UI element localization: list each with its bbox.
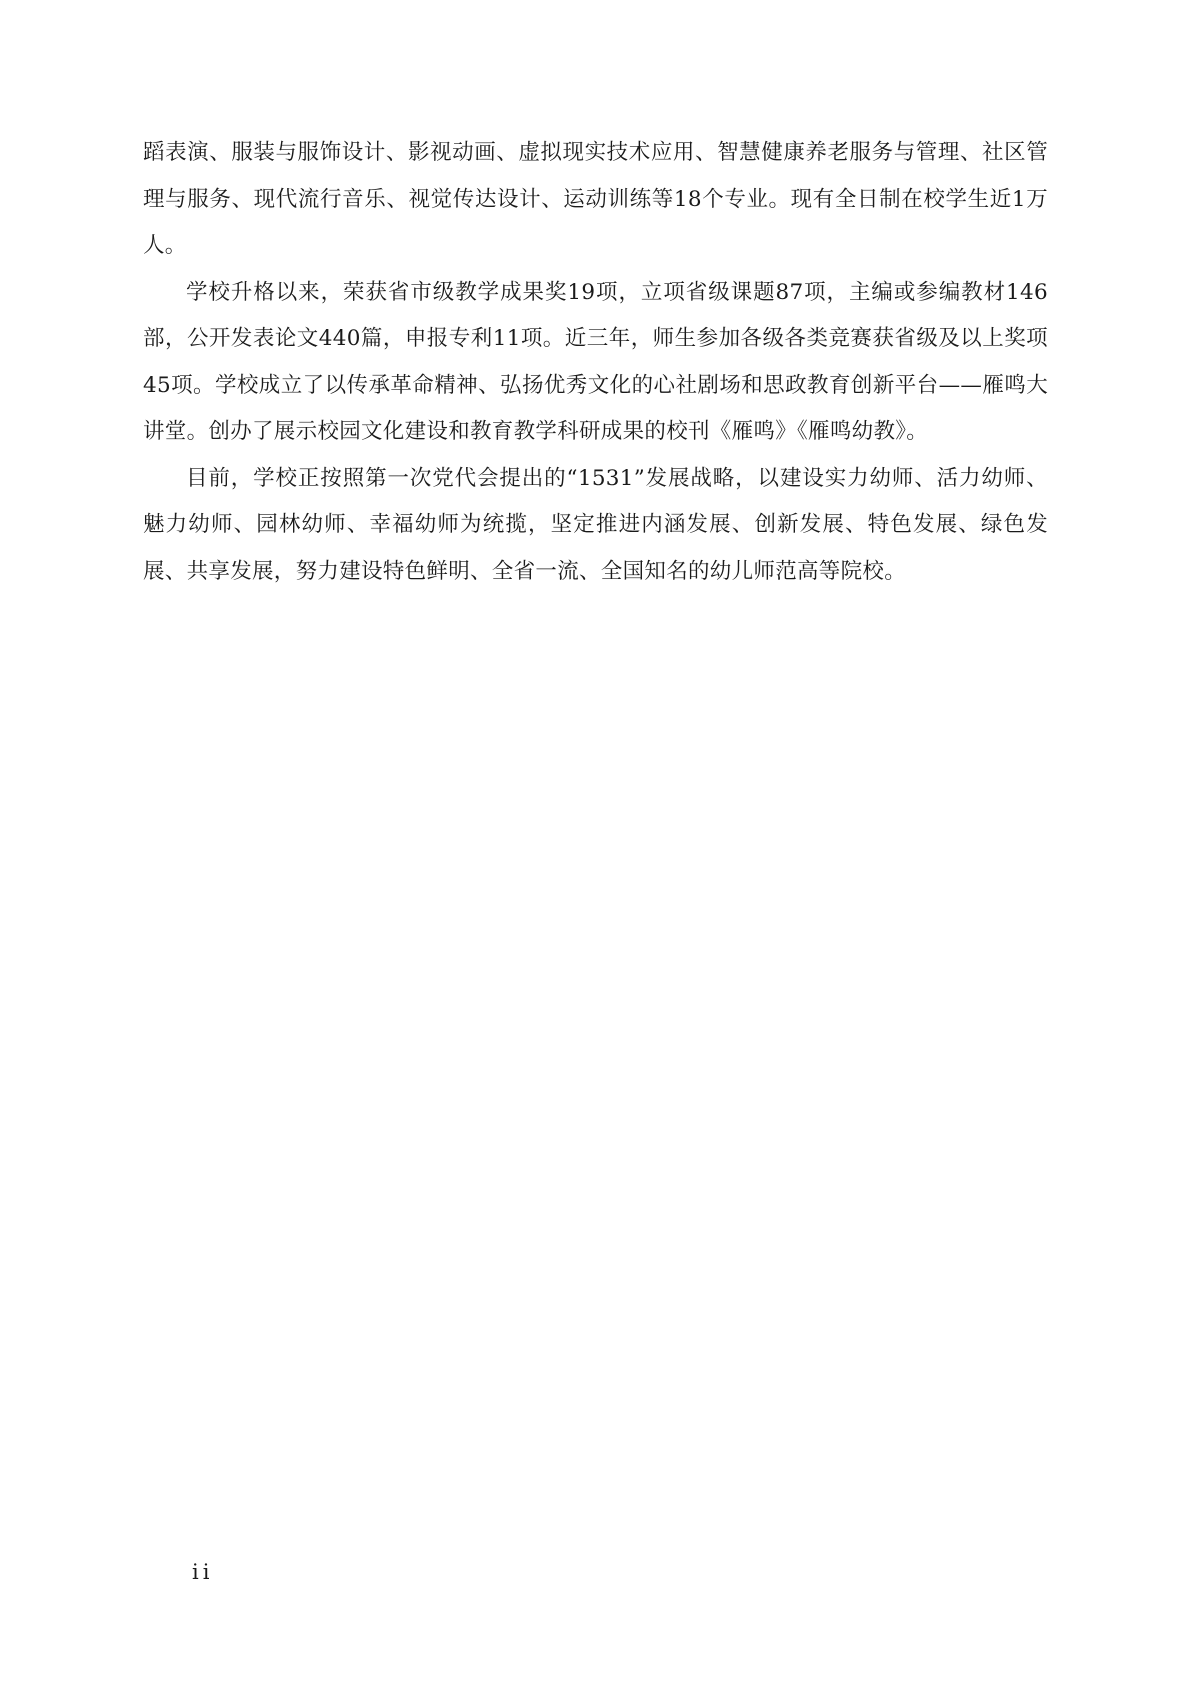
paragraph-achievements: 学校升格以来，荣获省市级教学成果奖19项，立项省级课题87项，主编或参编教材146部，公开发表论文440篇，申报专利11项。近三年，师生参加各级各类竞赛获省级及以上奖项45项。学校成立了以传承革命精神、弘扬优秀文化的心社剧场和思政教育创新平台——雁鸣大讲堂。创办了展示校园文化建设和教育教学科研成果的校刊《雁鸣》《雁鸣幼教》。 (143, 279, 1048, 444)
paragraph-development-strategy: 目前，学校正按照第一次党代会提出的“1531”发展战略，以建设实力幼师、活力幼师、魅力幼师、园林幼师、幸福幼师为统揽，坚定推进内涵发展、创新发展、特色发展、绿色发展、共享发展，努力建设特色鲜明、全省一流、全国知名的幼儿师范高等院校。 (143, 465, 1048, 584)
document-body (143, 130, 1048, 595)
paragraph-majors-continued: 蹈表演、服装与服饰设计、影视动画、虚拟现实技术应用、智慧健康养老服务与管理、社区管理与服务、现代流行音乐、视觉传达设计、运动训练等18个专业。现有全日制在校学生近1万人。 (143, 140, 1048, 258)
page-number: ii (192, 1560, 214, 1584)
